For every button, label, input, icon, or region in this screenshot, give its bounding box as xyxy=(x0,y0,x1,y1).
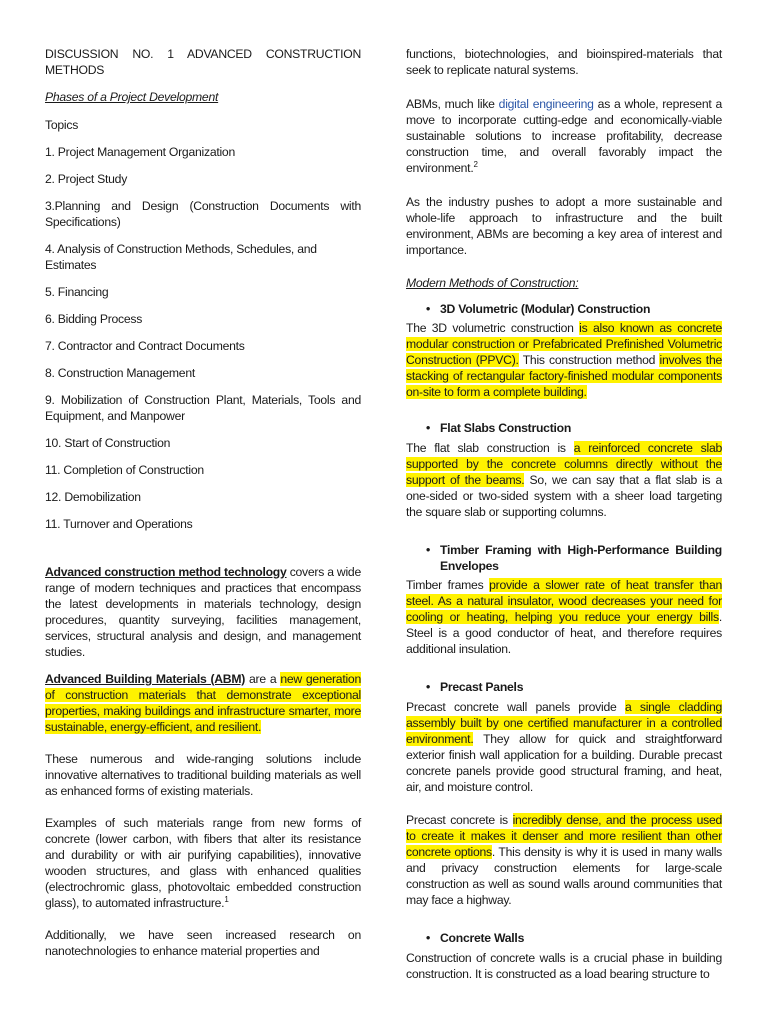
precast-text-c: They allow for quick and straightforward exterior finish wall application for a building. Durable precast concrete panels provide good structural framing, and heat, air, and moisture control. xyxy=(406,732,722,794)
acmt-paragraph xyxy=(45,564,361,660)
volumetric-highlight-1: is also known as concrete modular construction or Prefabricated Prefinished Volumetric Construction (PPVC). xyxy=(406,321,722,367)
topic-item: 1. Project Management Organization xyxy=(45,145,235,159)
footnote-ref-1: 1 xyxy=(224,894,229,904)
phases-heading: Phases of a Project Development xyxy=(45,90,219,104)
timber-highlight: provide a slower rate of heat transfer than steel. As a natural insulator, wood decreases your need for cooling or heating, helping you reduce your energy bills xyxy=(406,578,722,624)
flat-slabs-text-c: So, we can say that a flat slab is a one-sided or two-sided system with a sheer load targeting the square slab or supporting columns. xyxy=(406,473,722,519)
abms-pre: ABMs, much like xyxy=(406,97,499,111)
flat-slabs-paragraph xyxy=(406,440,722,520)
section-heading-concrete-walls: • Concrete Walls xyxy=(420,930,722,946)
precast-p2-text-a: Precast concrete is xyxy=(406,813,513,827)
document-title: DISCUSSION NO. 1 ADVANCED CONSTRUCTION METHODS xyxy=(45,47,361,77)
topic-item: 5. Financing xyxy=(45,285,109,299)
topic-item: 2. Project Study xyxy=(45,172,128,186)
precast-paragraph-1 xyxy=(406,699,722,795)
topics-label: Topics xyxy=(45,118,79,132)
volumetric-highlight-2: involves the stacking of rectangular factory-finished modular components on-site to form a complete building. xyxy=(406,353,722,399)
abm-paragraph xyxy=(45,671,361,735)
topic-item: 11. Turnover and Operations xyxy=(45,517,193,531)
footnote-ref-2: 2 xyxy=(473,159,478,169)
right-column xyxy=(406,46,722,982)
solutions-paragraph: These numerous and wide-ranging solutions include innovative alternatives to traditional building materials as well as enhanced forms of existing materials. xyxy=(45,752,361,798)
flat-slabs-text-a: The flat slab construction is xyxy=(406,441,574,455)
topic-item: 10. Start of Construction xyxy=(45,436,171,450)
abms-post: as a whole, represent a move to incorporate cutting-edge and economically-viable sustainable solutions to increase profitability, decrease construction time, and overall favorably impact the environment. xyxy=(406,97,722,175)
additionally-paragraph: Additionally, we have seen increased research on nanotechnologies to enhance material properties and xyxy=(45,928,361,958)
acmt-text: covers a wide range of modern techniques and practices that encompass the latest developments in materials technology, design procedures, quantity surveying, facilities management, services, structural analysis and design, and management studies. xyxy=(45,565,361,659)
volumetric-paragraph xyxy=(406,320,722,400)
abm-highlight: new generation of construction materials that demonstrate exceptional properties, making buildings and infrastructure smarter, more sustainable, energy-efficient, and resilient. xyxy=(45,672,361,734)
examples-paragraph xyxy=(45,815,361,911)
timber-text-c: . Steel is a good conductor of heat, and therefore requires additional insulation. xyxy=(406,610,722,656)
timber-paragraph xyxy=(406,577,722,657)
acmt-term: Advanced construction method technology xyxy=(45,565,287,579)
topic-item: 6. Bidding Process xyxy=(45,312,143,326)
left-column xyxy=(45,46,361,959)
precast-text-a: Precast concrete wall panels provide xyxy=(406,700,625,714)
volumetric-text-a: The 3D volumetric construction xyxy=(406,321,580,335)
concrete-walls-paragraph: Construction of concrete walls is a crucial phase in building construction. It is constructed as a load bearing structure to xyxy=(406,951,722,981)
flat-slabs-highlight: a reinforced concrete slab supported by the concrete columns directly without the support of the beams. xyxy=(406,441,722,487)
abms-paragraph xyxy=(406,96,722,176)
digital-engineering-link[interactable]: digital engineering xyxy=(498,97,594,111)
precast-highlight-2: incredibly dense, and the process used to create it makes it denser and more resilient than other concrete options xyxy=(406,813,722,859)
timber-text-a: Timber frames xyxy=(406,578,490,592)
section-heading-precast: • Precast Panels xyxy=(420,679,722,695)
abm-term: Advanced Building Materials (ABM) xyxy=(45,672,246,686)
topic-item: 3.Planning and Design (Construction Documents with Specifications) xyxy=(45,199,361,229)
abm-mid: are a xyxy=(245,672,281,686)
topic-item: 7. Contractor and Contract Documents xyxy=(45,339,245,353)
precast-paragraph-2 xyxy=(406,812,722,908)
examples-text: Examples of such materials range from new forms of concrete (lower carbon, with fibers that alter its resistance and durability or with air purifying capabilities), innovative wooden structures, and glass with enhanced qualities (electrochromic glass, photovoltaic embedded construction glass), to automated infrastructure. xyxy=(45,816,361,910)
section-heading-flat-slabs: • Flat Slabs Construction xyxy=(420,420,722,436)
precast-p2-text-c: . This density is why it is used in many walls and privacy construction elements for large-scale construction as well as sound walls around communities that may face a highway. xyxy=(406,845,722,907)
topic-item: 8. Construction Management xyxy=(45,366,195,380)
topics-list xyxy=(45,144,361,532)
volumetric-text-c: This construction method xyxy=(518,353,660,367)
industry-paragraph: As the industry pushes to adopt a more sustainable and whole-life approach to infrastructure and the built environment, ABMs are becoming a key area of interest and importance. xyxy=(406,195,722,257)
topic-item: 9. Mobilization of Construction Plant, Materials, Tools and Equipment, and Manpower xyxy=(45,393,361,423)
topic-item: 11. Completion of Construction xyxy=(45,463,204,477)
modern-methods-heading: Modern Methods of Construction: xyxy=(406,276,579,290)
precast-highlight-1: a single cladding assembly built by one certified manufacturer in a controlled environment. xyxy=(406,700,723,746)
section-heading-volumetric: • 3D Volumetric (Modular) Construction xyxy=(420,301,722,317)
section-heading-timber: • Timber Framing with High-Performance Building Envelopes xyxy=(420,542,722,574)
topic-item: 4. Analysis of Construction Methods, Schedules, and Estimates xyxy=(45,242,317,272)
topic-item: 12. Demobilization xyxy=(45,490,141,504)
continuation-paragraph: functions, biotechnologies, and bioinspired-materials that seek to replicate natural systems. xyxy=(406,47,722,77)
